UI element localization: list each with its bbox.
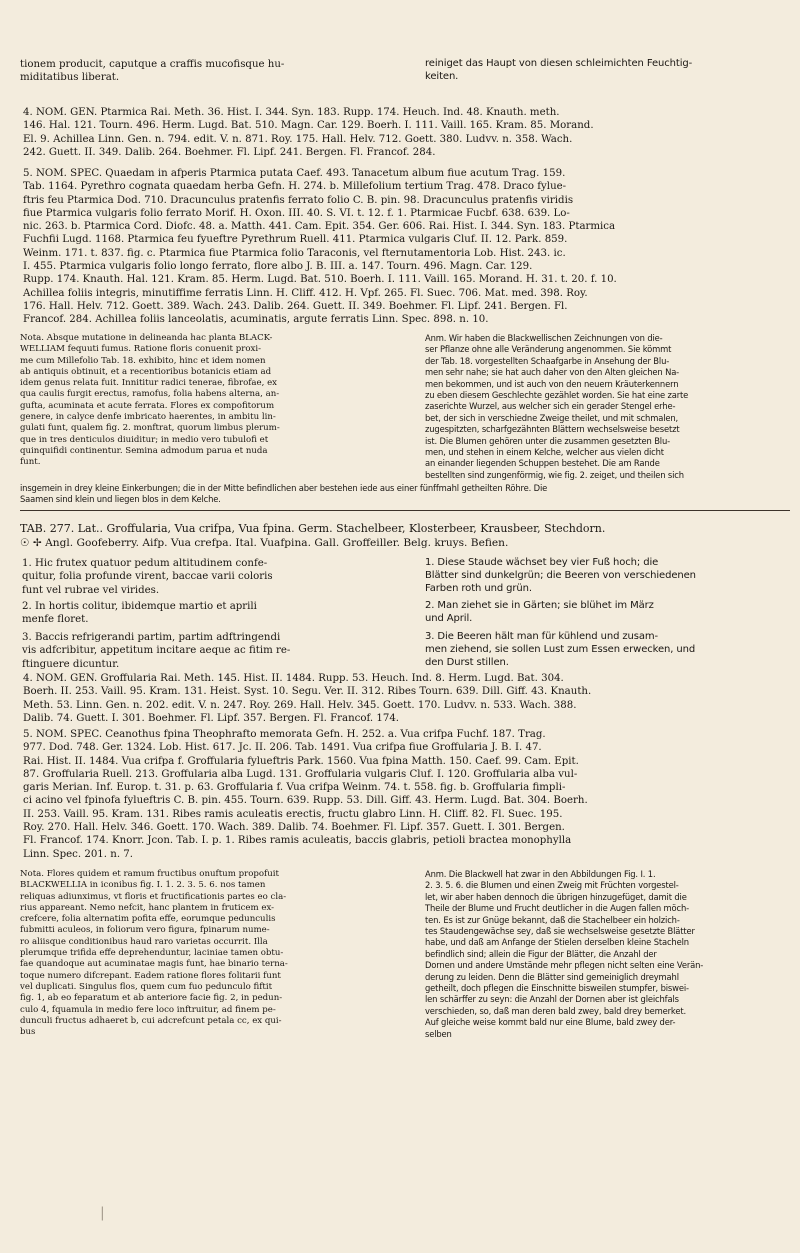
tab-277-common-names: ☉ ✢ Angl. Goofeberry. Aifp. Vua crefpa. Ital. Vuafpina. Gall. Groffeiller. Belg. kruys. Befien.	[20, 537, 509, 549]
grossularia-specific-names: 5. NOM. SPEC. Ceanothus fpina Theophrafto memorata Gefn. H. 252. a. Vua crifpa Fuchf. 187. Trag. 977. Dod. 748. Ger. 1324. Lob. Hist. 617. Jc. II. 206. Tab. 1491. Vua crifpa fiue Groffularia J. B. I. 47. Rai. Hist. II. 1484. Vua crifpa f. Groffularia fylueftris Park. 1560. Vua fpina Matth. 150. Caef. 99. Cam. Epit. 87. Groffularia Ruell. 213. Groffularia alba Lugd. 131. Groffularia vulgaris Cluf. I. 120. Groffularia alba vul- garis Merian. Inf. Europ. t. 31. p. 63. Groffularia f. Vua crifpa Weinm. 74. t. 558. fig. b. Groffularia fimpli- ci acino vel fpinofa fylueftris C. B. pin. 455. Tourn. 639. Rupp. 53. Dill. Giff. 43. Herm. Lugd. Bat. 304. Boerh. II. 253. Vaill. 95. Kram. 131. Ribes ramis aculeatis erectis, fructu glabro Linn. H. Cliff. 82. Fl. Suec. 195. Roy. 270. Hall. Helv. 346. Goett. 170. Wach. 389. Dalib. 74. Boehmer. Fl. Lipf. 357. Guett. I. 301. Bergen. Fl. Francof. 174. Knorr. Jcon. Tab. I. p. 1. Ribes ramis aculeatis, baccis glabris, petioli bractea monophylla Linn. Spec. 201. n. 7.	[23, 729, 588, 860]
ptarmica-german-note: Anm. Wir haben die Blackwellischen Zeichnungen von die- ser Pflanze ohne alle Veränderung angenommen. Sie kömmt der Tab. 18. vorgestellten Schaafgarbe in Ansehung der Blu- men sehr nahe; sie hat auch daher von den Alten gleichen Na- men bekommen, und ist auch von den neuern Kräuterkennern zu eben diesem Geschlechte gezählet worden. Sie hat eine zarte zaserichte Wurzel, aus welcher sich ein gerader Stengel erhe- bet, der sich in verschiedne Zweige theilet, und mit schmalen, zugespitzten, scharfgezähnten Blättern wechselsweise besetzt ist. Die Blumen gehören unter die zusammen gesetzten Blu- men, und stehen in einem Kelche, welcher aus vielen dicht an einander liegenden Schuppen bestehet. Die am Rande bestellten sind zungenförmig, wie fig. 2. zeiget, und theilen sich	[425, 333, 689, 480]
tab-277-heading: TAB. 277. Lat.. Groffularia, Vua crifpa, Vua fpina. Germ. Stachelbeer, Klosterbeer, Krausbeer, Stechdorn.	[20, 522, 606, 535]
carryover-latin-text: tionem producit, caputque a craffis mucofisque hu- miditatibus liberat.	[20, 59, 285, 84]
grossularia-german-p2: 2. Man ziehet sie in Gärten; sie blühet im März und April.	[425, 600, 654, 624]
grossularia-german-note: Anm. Die Blackwell hat zwar in den Abbildungen Fig. I. 1. 2. 3. 5. 6. die Blumen und einen Zweig mit Früchten vorgestel- let, wir aber haben dennoch die übrigen hinzugefüget, damit die Theile der Blume und Frucht deutlicher in die Augen fallen möch- ten. Es ist zur Gnüge bekannt, daß die Stachelbeer ein holzich- tes Staudengewächse sey, daß sie wechselsweise gesetzte Blätter habe, und daß am Anfange der Stielen derselben kleine Stacheln befindlich sind; allein die Figur der Blätter, die Anzahl der Dornen und andere Umstände mehr pflegen nicht selten eine Verän- derung zu leiden. Denn die Blätter sind gemeiniglich dreymahl getheilt, doch pflegen die Einschnitte bisweilen stumpfer, biswei- len schärffer zu seyn: die Anzahl der Dornen aber ist gleichfals verschieden, so, daß man deren bald zwey, bald drey bemerket. Auf gleiche weise kommt bald nur eine Blume, bald zwey der- selben	[425, 869, 704, 1039]
grossularia-latin-note: Nota. Flores quidem et ramum fructibus onuftum propofuit BLACKWELLIA in iconibus fig. I. 1. 2. 3. 5. 6. nos tamen reliquas adiunximus, vt floris et fructificationis partes eo cla- rius appareant. Nemo nefcit, hanc plantem in fruticem ex- crefcere, folia alternatim pofita effe, eorumque pedunculis fubmitti aculeos, in foliorum vero figura, fpinarum nume- ro aliisque conditionibus haud raro varietas occurrit. Illa plerumque trifida effe deprehenduntur, laciniae tamen obtu- fae quandoque aut acuminatae magis funt, hae binario terna- toque numero difcrepant. Eadem ratione flores folitarii funt vel duplicati. Singulus flos, quem cum fuo pedunculo fiftit fig. 1, ab eo feparatum et ab anteriore facie fig. 2, in pedun- culo 4, fquamula in medio fere loco inftruitur, ad finem pe- dunculi fructus adhaeret b, cui adcrefcunt petala cc, ex qui- bus	[20, 869, 288, 1038]
grossularia-german-p1: 1. Diese Staude wächset bey vier Fuß hoch; die Blätter sind dunkelgrün; die Beeren von verschiedenen Farben roth und grün.	[425, 557, 696, 594]
grossularia-german-p3: 3. Die Beeren hält man für kühlend und zusam- men ziehend, sie sollen Lust zum Essen erwecken, und den Durst stillen.	[425, 631, 696, 668]
page-margin-mark: |	[100, 1205, 105, 1221]
carryover-german-text: reiniget das Haupt von diesen schleimichten Feuchtig- keiten.	[425, 58, 693, 82]
ptarmica-german-note-end: insgemein in drey kleine Einkerbungen; die in der Mitte befindlichen aber bestehen iede aus einer fünffmahl getheilten Röhre. Die Saamen sind klein und liegen blos in dem Kelche.	[20, 483, 548, 505]
grossularia-generic-names: 4. NOM. GEN. Groffularia Rai. Meth. 145. Hist. II. 1484. Rupp. 53. Heuch. Ind. 8. Herm. Lugd. Bat. 304. Boerh. II. 253. Vaill. 95. Kram. 131. Heist. Syst. 10. Segu. Ver. II. 312. Ribes Tourn. 639. Dill. Giff. 43. Knauth. Meth. 53. Linn. Gen. n. 202. edit. V. n. 247. Roy. 269. Hall. Helv. 345. Goett. 170. Ludvv. n. 533. Wach. 388. Dalib. 74. Guett. I. 301. Boehmer. Fl. Lipf. 357. Bergen. Fl. Francof. 174.	[23, 673, 592, 724]
ptarmica-latin-note: Nota. Absque mutatione in delineanda hac planta BLACK- WELLIAM fequuti fumus. Ratione floris conuenit proxi- me cum Millefolio Tab. 18. exhibito, hinc et idem nomen ab antiquis obtinuit, et a recentioribus botanicis etiam ad idem genus relata fuit. Innititur radici tenerae, fibrofae, ex qua caulis furgit erectus, ramofus, folia habens alterna, an- gufta, acuminata et acute ferrata. Flores ex compofitorum genere, in calyce denfe imbricato haerentes, in ambitu lin- gulati funt, qualem fig. 2. monftrat, quorum limbus plerum- que in tres denticulos diuiditur; in medio vero tubulofi et quinquifidi continentur. Semina admodum parua et nuda funt.	[20, 333, 280, 468]
grossularia-latin-p3: 3. Baccis refrigerandi partim, partim adftringendi vis adfcribitur, appetitum incitare aeque ac fitim re- ftinguere dicuntur.	[22, 632, 291, 670]
grossularia-latin-p2: 2. In hortis colitur, ibidemque martio et aprili menfe floret.	[22, 601, 257, 626]
ptarmica-specific-names: 5. NOM. SPEC. Quaedam in afperis Ptarmica putata Caef. 493. Tanacetum album fiue acutum Trag. 159. Tab. 1164. Pyrethro cognata quaedam herba Gefn. H. 274. b. Millefolium tertium Trag. 478. Draco fylue- ftris feu Ptarmica Dod. 710. Dracunculus pratenfis ferrato folio C. B. pin. 98. Dracunculus pratenfis viridis fiue Ptarmica vulgaris folio ferrato Morif. H. Oxon. III. 40. S. VI. t. 12. f. 1. Ptarmicae Fucbf. 638. 639. Lo- nic. 263. b. Ptarmica Cord. Diofc. 48. a. Matth. 441. Cam. Epit. 354. Ger. 606. Rai. Hist. I. 344. Syn. 183. Ptarmica Fuchfii Lugd. 1168. Ptarmica feu fyueftre Pyrethrum Ruell. 411. Ptarmica vulgaris Cluf. II. 12. Park. 859. Weinm. 171. t. 837. fig. c. Ptarmica fiue Ptarmica folio Taraconis, vel fternutamentoria Lob. Hist. 243. ic. I. 455. Ptarmica vulgaris folio longo ferrato, flore albo J. B. III. a. 147. Tourn. 496. Magn. Car. 129. Rupp. 174. Knauth. Hal. 121. Kram. 85. Herm. Lugd. Bat. 510. Boerh. I. 111. Vaill. 165. Morand. H. 31. t. 20. f. 10. Achillea foliis integris, minutiffime ferratis Linn. H. Cliff. 412. H. Vpf. 265. Fl. Suec. 706. Mat. med. 398. Roy. 176. Hall. Helv. 712. Goett. 389. Wach. 243. Dalib. 264. Guett. II. 349. Boehmer. Fl. Lipf. 241. Bergen. Fl. Francof. 284. Achillea foliis lanceolatis, acuminatis, argute ferratis Linn. Spec. 898. n. 10.	[23, 168, 617, 326]
grossularia-latin-p1: 1. Hic frutex quatuor pedum altitudinem confe- quitur, folia profunde virent, baccae varii coloris funt vel rubrae vel virides.	[22, 558, 273, 596]
ptarmica-generic-names: 4. NOM. GEN. Ptarmica Rai. Meth. 36. Hist. I. 344. Syn. 183. Rupp. 174. Heuch. Ind. 48. Knauth. meth. 146. Hal. 121. Tourn. 496. Herm. Lugd. Bat. 510. Magn. Car. 129. Boerh. I. 111. Vaill. 165. Kram. 85. Morand. El. 9. Achillea Linn. Gen. n. 794. edit. V. n. 871. Roy. 175. Hall. Helv. 712. Goett. 380. Ludvv. n. 358. Wach. 242. Guett. II. 349. Dalib. 264. Boehmer. Fl. Lipf. 241. Bergen. Fl. Francof. 284.	[23, 107, 594, 158]
section-divider	[20, 510, 790, 511]
